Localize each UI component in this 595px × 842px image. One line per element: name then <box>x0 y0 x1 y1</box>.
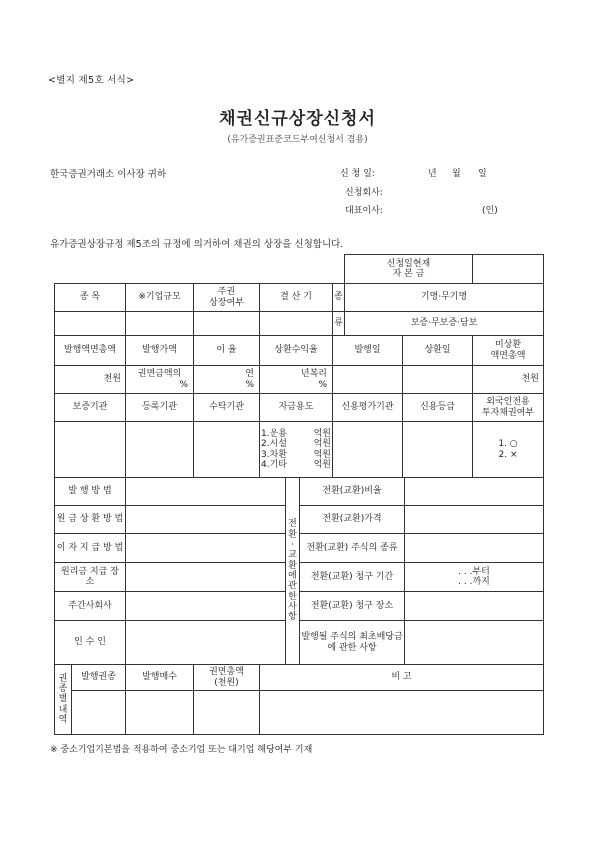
face-total-value[interactable] <box>194 691 260 735</box>
application-statement: 유가증권상장규정 제5조의 규정에 의거하여 채권의 상장을 신청합니다. <box>50 239 344 250</box>
denomination-header: 발행권종 <box>72 665 126 691</box>
settlement-label: 결 산 기 <box>260 284 333 312</box>
interest-payment-value[interactable] <box>126 534 286 563</box>
credit-grade-header: 신용등급 <box>403 394 473 422</box>
conversion-ratio-value[interactable] <box>405 478 544 506</box>
foreign-only-header: 외국인전용 투자채권여부 <box>473 394 544 422</box>
institutions-table <box>54 393 544 478</box>
capital-value[interactable] <box>473 255 544 284</box>
date-month: 월 <box>452 169 461 179</box>
first-dividend-label: 발행될 주식의 최초배당금에 관한 사항 <box>300 621 405 665</box>
issue-count-header: 발행매수 <box>126 665 194 691</box>
issue-date-value[interactable] <box>333 366 403 394</box>
denomination-vertical-label: 권종별내역 <box>55 665 72 735</box>
remarks-value[interactable] <box>260 691 544 735</box>
conversion-period-value[interactable]: . . .부터 . . .까지 <box>405 563 544 592</box>
addressee: 한국증권거래소 이사장 귀하 <box>50 169 167 180</box>
interest-rate-value[interactable]: 연 % <box>194 366 260 394</box>
capital-label: 신청일현재 자 본 금 <box>345 255 473 284</box>
item-value[interactable] <box>55 312 126 336</box>
foreign-only-options[interactable]: 1. ○ 2. × <box>473 422 544 478</box>
credit-grade-value[interactable] <box>403 422 473 478</box>
conversion-price-label: 전환(교환)가격 <box>300 506 405 534</box>
conversion-period-label: 전환(교환) 청구 기간 <box>300 563 405 592</box>
company-size-value[interactable] <box>126 312 194 336</box>
face-total-unit[interactable]: 천원 <box>55 366 126 394</box>
payment-place-label: 원리금 지급 장 소 <box>55 563 126 592</box>
rating-agency-header: 신용평가기관 <box>333 394 403 422</box>
conversion-stock-type-value[interactable] <box>405 534 544 563</box>
issuance-method-label: 발 행 방 법 <box>55 478 126 506</box>
lead-manager-value[interactable] <box>126 592 286 621</box>
item-label: 종 목 <box>55 284 126 312</box>
remarks-header: 비 고 <box>260 665 544 691</box>
custodian-value[interactable] <box>194 422 260 478</box>
issuance-method-value[interactable] <box>126 478 286 506</box>
kind-option-registered[interactable]: 기명·무기명 <box>345 284 544 312</box>
yield-header: 상환수익율 <box>260 336 333 366</box>
conversion-section-label: 전환·교환에 관한 사항 <box>286 478 300 665</box>
lead-manager-label: 주간사회사 <box>55 592 126 621</box>
face-total-header: 권면총액 (천원) <box>194 665 260 691</box>
first-dividend-value[interactable] <box>405 621 544 665</box>
form-number: <별지 제5호 서식> <box>48 75 135 86</box>
document-title: 채권신규상장신청서 <box>219 109 376 129</box>
application-date-label: 신 청 일: <box>340 169 375 179</box>
funds-use-list[interactable]: 1.운용 억원 2.시설 억원 3.차환 억원 4.기타 억원 <box>260 422 333 478</box>
seal-mark: (인) <box>482 206 498 216</box>
representative-label: 대표이사: <box>345 206 383 216</box>
interest-payment-label: 이 자 지 급 방 법 <box>55 534 126 563</box>
funds-use-header: 자금용도 <box>260 394 333 422</box>
registrar-value[interactable] <box>126 422 194 478</box>
applicant-company-label: 신청회사: <box>345 188 383 198</box>
conversion-place-label: 전환(교환) 청구 장소 <box>300 592 405 621</box>
issue-price-header: 발행가액 <box>126 336 194 366</box>
kind-option-guarantee[interactable]: 보증·무보증·담보 <box>345 312 544 336</box>
conversion-ratio-label: 전환(교환)비율 <box>300 478 405 506</box>
date-day: 일 <box>478 169 487 179</box>
conversion-stock-type-label: 전환(교환) 주식의 종류 <box>300 534 405 563</box>
stock-listed-label: 주권 상장여부 <box>194 284 260 312</box>
issuance-table <box>54 335 544 394</box>
rating-agency-value[interactable] <box>333 422 403 478</box>
yield-value[interactable]: 년복리 % <box>260 366 333 394</box>
guarantor-header: 보증기관 <box>55 394 126 422</box>
company-size-label: ※기업규모 <box>126 284 194 312</box>
document-subtitle: (유가증권표준코드부여신청서 겸용) <box>227 135 368 145</box>
footnote: ※ 중소기업기본법을 적용하여 중소기업 또는 대기업 해당여부 기재 <box>50 745 313 755</box>
underwriter-label: 인 수 인 <box>55 621 126 665</box>
guarantor-value[interactable] <box>55 422 126 478</box>
basic-info-table <box>54 254 544 336</box>
underwriter-value[interactable] <box>126 621 286 665</box>
interest-rate-header: 이 율 <box>194 336 260 366</box>
face-total-header: 발행액면총액 <box>55 336 126 366</box>
unredeemed-header: 미상환 액면총액 <box>473 336 544 366</box>
unredeemed-unit[interactable]: 천원 <box>473 366 544 394</box>
kind-char-2: 류 <box>333 312 345 336</box>
redemption-date-header: 상환일 <box>403 336 473 366</box>
principal-repayment-label: 원 금 상 환 방 법 <box>55 506 126 534</box>
denomination-value[interactable] <box>72 691 126 735</box>
stock-listed-value[interactable] <box>194 312 260 336</box>
redemption-date-value[interactable] <box>403 366 473 394</box>
method-conversion-table <box>54 477 544 665</box>
date-year: 년 <box>428 169 437 179</box>
denomination-table <box>54 664 544 735</box>
conversion-price-value[interactable] <box>405 506 544 534</box>
settlement-value[interactable] <box>260 312 333 336</box>
issue-count-value[interactable] <box>126 691 194 735</box>
registrar-header: 등록기관 <box>126 394 194 422</box>
payment-place-value[interactable] <box>126 563 286 592</box>
principal-repayment-value[interactable] <box>126 506 286 534</box>
issue-date-header: 발행일 <box>333 336 403 366</box>
kind-char-1: 종 <box>333 284 345 312</box>
custodian-header: 수탁기관 <box>194 394 260 422</box>
issue-price-value[interactable]: 권면금액의 % <box>126 366 194 394</box>
conversion-place-value[interactable] <box>405 592 544 621</box>
